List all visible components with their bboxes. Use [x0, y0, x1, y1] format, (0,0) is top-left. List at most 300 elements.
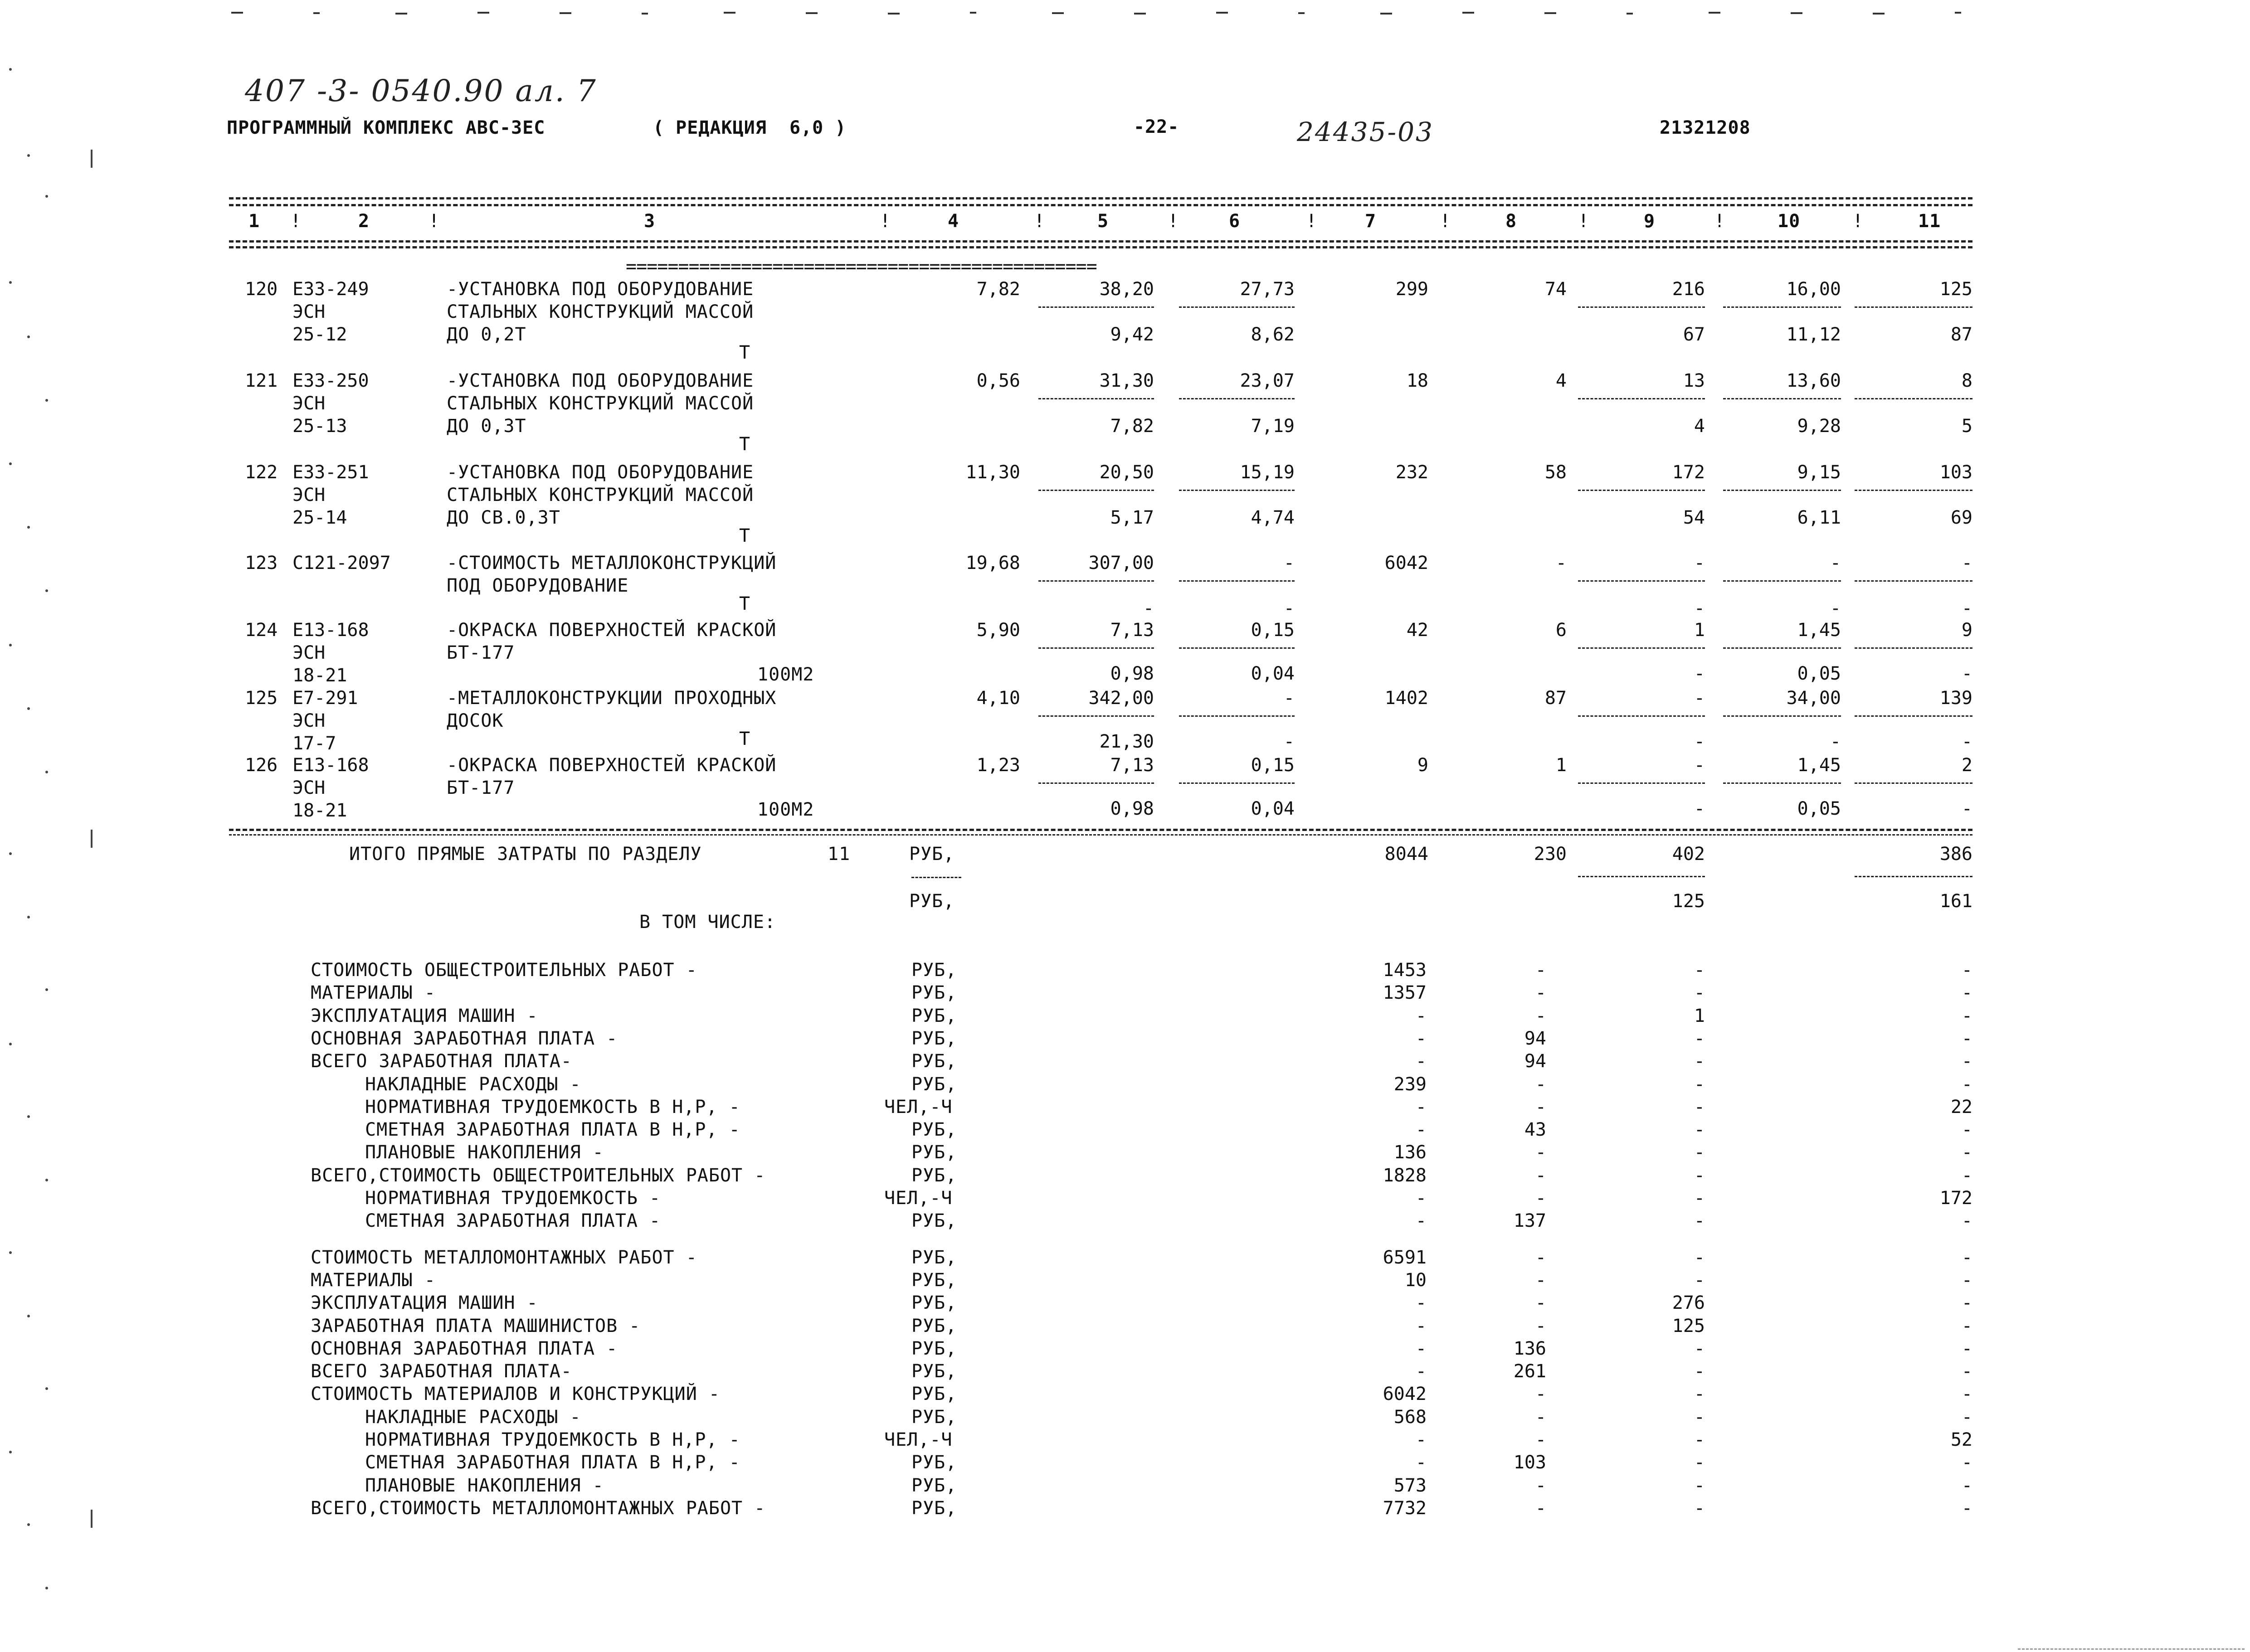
breakdown-unit: РУБ,	[911, 1142, 957, 1163]
col11-sub-value: -	[1961, 731, 1972, 752]
totals-rule-unit	[911, 877, 961, 878]
breakdown-col11: -	[1961, 960, 1972, 981]
column-separator: !	[1852, 211, 1864, 232]
scan-mark	[1298, 12, 1305, 14]
row-code-line: ЭСН	[292, 393, 326, 414]
split-rule-col11	[1855, 715, 1972, 717]
col9-value: -	[1694, 553, 1705, 573]
scan-mark	[1544, 12, 1556, 14]
totals-col9-b: 125	[1672, 891, 1705, 912]
breakdown-label: ЗАРАБОТНАЯ ПЛАТА МАШИНИСТОВ -	[311, 1315, 641, 1336]
breakdown-col9: -	[1694, 1142, 1705, 1163]
row-name-line: ДОСОК	[447, 710, 504, 731]
col6-value: 23,07	[1240, 370, 1295, 391]
breakdown-col8: 103	[1513, 1452, 1546, 1473]
breakdown-unit: ЧЕЛ,-Ч	[884, 1096, 953, 1118]
margin-dot	[27, 1315, 30, 1317]
breakdown-label: ЭКСПЛУАТАЦИЯ МАШИН -	[311, 1292, 538, 1314]
col11-sub-value: 5	[1961, 416, 1972, 437]
col6-sub-value: -	[1283, 731, 1295, 752]
row-code-line: 25-13	[292, 416, 347, 437]
col8-value: 58	[1544, 462, 1567, 483]
row-name-line: -ОКРАСКА ПОВЕРХНОСТЕЙ КРАСКОЙ	[447, 755, 777, 776]
breakdown-label: ПЛАНОВЫЕ НАКОПЛЕНИЯ -	[365, 1142, 604, 1163]
scan-mark	[1462, 12, 1474, 14]
breakdown-label: СМЕТНАЯ ЗАРАБОТНАЯ ПЛАТА В Н,Р, -	[365, 1452, 740, 1473]
breakdown-label: ВСЕГО,СТОИМОСТЬ МЕТАЛЛОМОНТАЖНЫХ РАБОТ -	[311, 1497, 766, 1519]
col6-sub-value: 0,04	[1251, 663, 1295, 684]
breakdown-col9: -	[1694, 1210, 1705, 1232]
totals-col9: 402	[1672, 844, 1705, 865]
column-separator: !	[429, 211, 440, 232]
row-unit: 100М2	[757, 664, 814, 685]
breakdown-col9: 1	[1694, 1005, 1705, 1026]
column-number-8: 8	[1505, 211, 1517, 232]
scan-mark	[642, 13, 648, 15]
margin-tick	[91, 1510, 93, 1528]
breakdown-label: НОРМАТИВНАЯ ТРУДОЕМКОСТЬ В Н,Р, -	[365, 1429, 740, 1450]
breakdown-unit: РУБ,	[911, 960, 957, 981]
col4-value: 19,68	[965, 553, 1020, 573]
breakdown-col8: 137	[1513, 1210, 1546, 1232]
breakdown-col11: -	[1961, 1142, 1972, 1163]
breakdown-col7: -	[1415, 1452, 1427, 1473]
margin-dot	[9, 852, 12, 855]
col11-sub-value: -	[1961, 598, 1972, 619]
row-unit: Т	[739, 342, 751, 363]
breakdown-col9: -	[1694, 1406, 1705, 1428]
split-rule-col9	[1578, 580, 1705, 582]
column-number-10: 10	[1778, 211, 1801, 232]
breakdown-label: НОРМАТИВНАЯ ТРУДОЕМКОСТЬ В Н,Р, -	[365, 1096, 740, 1118]
breakdown-col9: -	[1694, 1096, 1705, 1118]
row-unit: Т	[739, 593, 751, 614]
col11-sub-value: 69	[1950, 507, 1972, 528]
breakdown-col8: 43	[1524, 1119, 1546, 1141]
breakdown-col9: -	[1694, 1338, 1705, 1359]
totals-unit: РУБ,	[909, 844, 955, 865]
col4-value: 4,10	[976, 688, 1020, 709]
split-rule-col10	[1723, 782, 1841, 784]
breakdown-col7: -	[1415, 1188, 1427, 1209]
split-rule-col5	[1038, 306, 1154, 308]
row-unit: Т	[739, 525, 751, 546]
row-number: 125	[245, 688, 278, 709]
row-code-line: ЭСН	[292, 642, 326, 663]
breakdown-label: ЭКСПЛУАТАЦИЯ МАШИН -	[311, 1005, 538, 1026]
margin-tick	[91, 150, 93, 168]
col4-value: 5,90	[976, 620, 1020, 641]
table-bottom-rule	[229, 829, 1972, 831]
col9-sub-value: -	[1694, 798, 1705, 819]
split-rule-col6	[1179, 398, 1295, 399]
breakdown-unit: РУБ,	[911, 1497, 957, 1519]
breakdown-unit: РУБ,	[911, 1210, 957, 1232]
col7-value: 18	[1406, 370, 1428, 391]
row-number: 122	[245, 462, 278, 483]
breakdown-label: СТОИМОСТЬ ОБЩЕСТРОИТЕЛЬНЫХ РАБОТ -	[311, 960, 697, 981]
col8-value: 1	[1555, 755, 1567, 776]
breakdown-col8: -	[1535, 1269, 1546, 1291]
col5-value: 342,00	[1088, 688, 1154, 709]
breakdown-unit: РУБ,	[911, 1119, 957, 1141]
split-rule-col6	[1179, 647, 1295, 649]
row-name-line: -МЕТАЛЛОКОНСТРУКЦИИ ПРОХОДНЫХ	[447, 688, 777, 709]
col8-value: 6	[1555, 620, 1567, 641]
row-name-line: СТАЛЬНЫХ КОНСТРУКЦИЙ МАССОЙ	[447, 485, 754, 505]
row-code-line: ЭСН	[292, 777, 326, 798]
split-rule-col6	[1179, 715, 1295, 717]
margin-dot	[27, 526, 30, 529]
breakdown-col9: -	[1694, 1119, 1705, 1141]
col11-value: 139	[1939, 688, 1972, 709]
breakdown-unit: РУБ,	[911, 1247, 957, 1268]
breakdown-col8: -	[1535, 1497, 1546, 1519]
breakdown-label: ОСНОВНАЯ ЗАРАБОТНАЯ ПЛАТА -	[311, 1028, 618, 1049]
breakdown-col7: 1453	[1383, 960, 1427, 981]
breakdown-col7: -	[1415, 1119, 1427, 1141]
col9-sub-value: -	[1694, 731, 1705, 752]
breakdown-col8: -	[1535, 1188, 1546, 1209]
breakdown-label: НОРМАТИВНАЯ ТРУДОЕМКОСТЬ -	[365, 1188, 661, 1209]
totals-title: ИТОГО ПРЯМЫЕ ЗАТРАТЫ ПО РАЗДЕЛУ	[349, 844, 702, 865]
breakdown-col7: -	[1415, 1338, 1427, 1359]
breakdown-label: ОСНОВНАЯ ЗАРАБОТНАЯ ПЛАТА -	[311, 1338, 618, 1359]
breakdown-unit: РУБ,	[911, 1165, 957, 1186]
col10-sub-value: 0,05	[1797, 798, 1841, 819]
col8-value: 87	[1544, 688, 1567, 709]
col9-value: 216	[1672, 279, 1705, 300]
breakdown-col9: -	[1694, 1247, 1705, 1268]
margin-dot	[9, 462, 12, 465]
row-name-line: -УСТАНОВКА ПОД ОБОРУДОВАНИЕ	[447, 279, 754, 300]
margin-dot	[27, 1523, 30, 1526]
col9-value: 172	[1672, 462, 1705, 483]
breakdown-col7: -	[1415, 1210, 1427, 1232]
row-code-line: 18-21	[292, 800, 347, 821]
breakdown-col7: 573	[1393, 1475, 1427, 1496]
header-top-rule-2	[229, 204, 1972, 206]
split-rule-col5	[1038, 647, 1154, 649]
column-number-11: 11	[1918, 211, 1941, 232]
breakdown-col11: -	[1961, 1165, 1972, 1186]
margin-dot	[9, 1251, 12, 1254]
breakdown-col7: -	[1415, 1429, 1427, 1450]
breakdown-col11: -	[1961, 1384, 1972, 1405]
edition-label: ( РЕДАКЦИЯ 6,0 )	[653, 117, 847, 138]
row-number: 123	[245, 553, 278, 573]
scan-mark	[231, 12, 243, 14]
col6-sub-value: 4,74	[1251, 507, 1295, 528]
col7-value: 6042	[1384, 553, 1428, 573]
breakdown-col8: -	[1535, 1292, 1546, 1314]
col7-value: 299	[1395, 279, 1428, 300]
margin-dot	[27, 707, 30, 710]
breakdown-label: НАКЛАДНЫЕ РАСХОДЫ -	[365, 1074, 581, 1095]
scan-mark	[1873, 13, 1885, 15]
breakdown-col7: 136	[1393, 1142, 1427, 1163]
breakdown-col7: 7732	[1383, 1497, 1427, 1519]
including-heading: В ТОМ ЧИСЛЕ:	[639, 912, 776, 933]
breakdown-unit: ЧЕЛ,-Ч	[884, 1188, 953, 1209]
split-rule-col5	[1038, 490, 1154, 491]
col5-sub-value: 21,30	[1099, 731, 1154, 752]
col9-sub-value: -	[1694, 598, 1705, 619]
bottom-scan-mark	[2018, 1648, 2245, 1650]
split-rule-col9	[1578, 782, 1705, 784]
row-code-line: ЭСН	[292, 485, 326, 505]
col5-value: 307,00	[1088, 553, 1154, 573]
col9-value: -	[1694, 755, 1705, 776]
col6-value: -	[1283, 688, 1295, 709]
breakdown-col8: -	[1535, 1315, 1546, 1336]
split-rule-col6	[1179, 580, 1295, 582]
breakdown-col8: 261	[1513, 1361, 1546, 1382]
col10-value: 1,45	[1797, 620, 1841, 641]
row-code-line: 25-12	[292, 324, 347, 345]
row-name-line: БТ-177	[447, 642, 515, 663]
col8-value: 74	[1544, 279, 1567, 300]
totals-rule-col9	[1578, 876, 1705, 877]
breakdown-label: СТОИМОСТЬ МАТЕРИАЛОВ И КОНСТРУКЦИЙ -	[311, 1384, 720, 1405]
split-rule-col9	[1578, 306, 1705, 308]
margin-dot	[45, 771, 48, 773]
breakdown-col7: -	[1415, 1315, 1427, 1336]
split-rule-col10	[1723, 490, 1841, 491]
breakdown-unit: РУБ,	[911, 1406, 957, 1428]
header-bottom-rule-2	[229, 246, 1972, 248]
col10-value: 9,15	[1797, 462, 1841, 483]
split-rule-col11	[1855, 306, 1972, 308]
breakdown-col11: -	[1961, 1210, 1972, 1232]
breakdown-col11: -	[1961, 1497, 1972, 1519]
col5-value: 31,30	[1099, 370, 1154, 391]
col9-value: 1	[1694, 620, 1705, 641]
breakdown-label: СМЕТНАЯ ЗАРАБОТНАЯ ПЛАТА -	[365, 1210, 661, 1232]
breakdown-col9: 276	[1672, 1292, 1705, 1314]
breakdown-col11: -	[1961, 1292, 1972, 1314]
col9-value: 13	[1683, 370, 1705, 391]
breakdown-col11: -	[1961, 1028, 1972, 1049]
margin-dot	[45, 589, 48, 592]
margin-tick	[91, 830, 93, 848]
breakdown-col8: -	[1535, 1096, 1546, 1118]
breakdown-col8: -	[1535, 1406, 1546, 1428]
split-rule-col6	[1179, 306, 1295, 308]
breakdown-col8: -	[1535, 1429, 1546, 1450]
row-unit: 100М2	[757, 799, 814, 820]
breakdown-col9: -	[1694, 1429, 1705, 1450]
col10-value: -	[1830, 553, 1841, 573]
row-code-line: Е13-168	[292, 620, 369, 641]
col6-value: 0,15	[1251, 620, 1295, 641]
column-separator: !	[880, 211, 891, 232]
row-code-line: Е33-251	[292, 462, 369, 483]
breakdown-col9: -	[1694, 1074, 1705, 1095]
col5-value: 7,13	[1110, 620, 1154, 641]
scan-mark	[313, 12, 320, 14]
breakdown-col8: -	[1535, 1005, 1546, 1026]
split-rule-col10	[1723, 647, 1841, 649]
col7-value: 42	[1406, 620, 1428, 641]
breakdown-col7: 239	[1393, 1074, 1427, 1095]
split-rule-col11	[1855, 580, 1972, 582]
breakdown-col8: 94	[1524, 1028, 1546, 1049]
breakdown-unit: РУБ,	[911, 1338, 957, 1359]
breakdown-col11: -	[1961, 1338, 1972, 1359]
scan-mark	[560, 12, 571, 14]
margin-dot	[27, 1115, 30, 1118]
row-name-line: -ОКРАСКА ПОВЕРХНОСТЕЙ КРАСКОЙ	[447, 620, 777, 641]
split-rule-col5	[1038, 580, 1154, 582]
column-separator: !	[290, 211, 302, 232]
breakdown-col9: -	[1694, 1497, 1705, 1519]
column-number-9: 9	[1644, 211, 1656, 232]
scan-mark	[1134, 13, 1146, 15]
column-number-2: 2	[358, 211, 370, 232]
column-separator: !	[1440, 211, 1451, 232]
col10-sub-value: -	[1830, 731, 1841, 752]
breakdown-col11: -	[1961, 982, 1972, 1004]
breakdown-col9: -	[1694, 1028, 1705, 1049]
breakdown-label: СТОИМОСТЬ МЕТАЛЛОМОНТАЖНЫХ РАБОТ -	[311, 1247, 697, 1268]
row-number: 121	[245, 370, 278, 391]
margin-dot	[45, 988, 48, 991]
row-name-line: СТАЛЬНЫХ КОНСТРУКЦИЙ МАССОЙ	[447, 393, 754, 414]
breakdown-col7: 1357	[1383, 982, 1427, 1004]
col5-sub-value: 0,98	[1110, 798, 1154, 819]
col4-value: 0,56	[976, 370, 1020, 391]
row-name-line: СТАЛЬНЫХ КОНСТРУКЦИЙ МАССОЙ	[447, 301, 754, 322]
breakdown-col11: -	[1961, 1269, 1972, 1291]
breakdown-col8: -	[1535, 1165, 1546, 1186]
document-code-handwritten: 407 -3- 0540.90 ал. 7	[245, 73, 597, 108]
breakdown-unit: РУБ,	[911, 1315, 957, 1336]
scan-mark	[477, 12, 489, 14]
breakdown-label: ПЛАНОВЫЕ НАКОПЛЕНИЯ -	[365, 1475, 604, 1496]
row-code-line: Е33-249	[292, 279, 369, 300]
margin-dot	[27, 916, 30, 918]
breakdown-col8: -	[1535, 1074, 1546, 1095]
col7-value: 9	[1417, 755, 1428, 776]
split-rule-col5	[1038, 398, 1154, 399]
column-separator: !	[1168, 211, 1179, 232]
split-rule-col10	[1723, 398, 1841, 399]
section-separator: =============================================	[626, 256, 1097, 277]
col5-sub-value: 7,82	[1110, 416, 1154, 437]
col6-value: 27,73	[1240, 279, 1295, 300]
margin-dot	[9, 68, 12, 71]
col11-sub-value: -	[1961, 663, 1972, 684]
col11-value: -	[1961, 553, 1972, 573]
col4-value: 1,23	[976, 755, 1020, 776]
breakdown-col11: -	[1961, 1247, 1972, 1268]
col10-value: 1,45	[1797, 755, 1841, 776]
breakdown-unit: РУБ,	[911, 1384, 957, 1405]
col6-value: 0,15	[1251, 755, 1295, 776]
totals-col11: 386	[1939, 844, 1972, 865]
row-code-line: 25-14	[292, 507, 347, 528]
breakdown-col11: -	[1961, 1452, 1972, 1473]
breakdown-col11: -	[1961, 1315, 1972, 1336]
breakdown-col9: -	[1694, 1165, 1705, 1186]
row-name-line: -УСТАНОВКА ПОД ОБОРУДОВАНИЕ	[447, 462, 754, 483]
col9-value: -	[1694, 688, 1705, 709]
row-code-line: Е33-250	[292, 370, 369, 391]
split-rule-col9	[1578, 647, 1705, 649]
col6-sub-value: 8,62	[1251, 324, 1295, 345]
breakdown-col7: -	[1415, 1051, 1427, 1072]
margin-dot	[9, 281, 12, 284]
row-name-line: ДО 0,2Т	[447, 324, 526, 345]
breakdown-col8: -	[1535, 1247, 1546, 1268]
split-rule-col9	[1578, 398, 1705, 399]
row-name-line: -УСТАНОВКА ПОД ОБОРУДОВАНИЕ	[447, 370, 754, 391]
scan-mark	[888, 13, 900, 15]
totals-rule-col11	[1855, 876, 1972, 877]
document-id: 21321208	[1660, 117, 1751, 138]
breakdown-col7: 568	[1393, 1406, 1427, 1428]
split-rule-col10	[1723, 580, 1841, 582]
row-name-line: ДО 0,3Т	[447, 416, 526, 437]
breakdown-col11: -	[1961, 1074, 1972, 1095]
col6-sub-value: 0,04	[1251, 798, 1295, 819]
scan-mark	[1709, 12, 1720, 14]
totals-col11-b: 161	[1939, 891, 1972, 912]
col4-value: 7,82	[976, 279, 1020, 300]
column-number-3: 3	[644, 211, 656, 232]
breakdown-unit: РУБ,	[911, 1361, 957, 1382]
breakdown-col9: -	[1694, 1269, 1705, 1291]
scan-mark	[1216, 12, 1228, 14]
split-rule-col9	[1578, 715, 1705, 717]
breakdown-col7: -	[1415, 1361, 1427, 1382]
table-bottom-rule-2	[229, 834, 1972, 836]
col10-sub-value: -	[1830, 598, 1841, 619]
col5-value: 20,50	[1099, 462, 1154, 483]
breakdown-col8: -	[1535, 1384, 1546, 1405]
row-name-line: -СТОИМОСТЬ МЕТАЛЛОКОНСТРУКЦИЙ	[447, 553, 777, 573]
scan-mark	[970, 12, 976, 14]
breakdown-col7: -	[1415, 1096, 1427, 1118]
split-rule-col11	[1855, 490, 1972, 491]
breakdown-col7: 10	[1404, 1269, 1427, 1291]
breakdown-col11: -	[1961, 1005, 1972, 1026]
breakdown-col9: -	[1694, 1361, 1705, 1382]
scan-mark	[1627, 13, 1633, 15]
column-separator: !	[1034, 211, 1045, 232]
project-number-handwritten: 24435-03	[1297, 117, 1434, 147]
breakdown-col11: -	[1961, 1119, 1972, 1141]
breakdown-col9: 125	[1672, 1315, 1705, 1336]
column-separator: !	[1306, 211, 1317, 232]
split-rule-col5	[1038, 715, 1154, 717]
breakdown-col9: -	[1694, 1384, 1705, 1405]
scan-mark	[1955, 12, 1961, 14]
margin-dot	[27, 335, 30, 338]
col10-sub-value: 6,11	[1797, 507, 1841, 528]
margin-dot	[45, 1179, 48, 1181]
breakdown-unit: РУБ,	[911, 1269, 957, 1291]
row-number: 120	[245, 279, 278, 300]
breakdown-unit: РУБ,	[911, 1028, 957, 1049]
row-code-line: С121-2097	[292, 553, 391, 573]
split-rule-col5	[1038, 782, 1154, 784]
breakdown-label: ВСЕГО ЗАРАБОТНАЯ ПЛАТА-	[311, 1051, 572, 1072]
col8-value: -	[1555, 553, 1567, 573]
row-unit: Т	[739, 434, 751, 455]
scan-mark	[806, 12, 818, 14]
